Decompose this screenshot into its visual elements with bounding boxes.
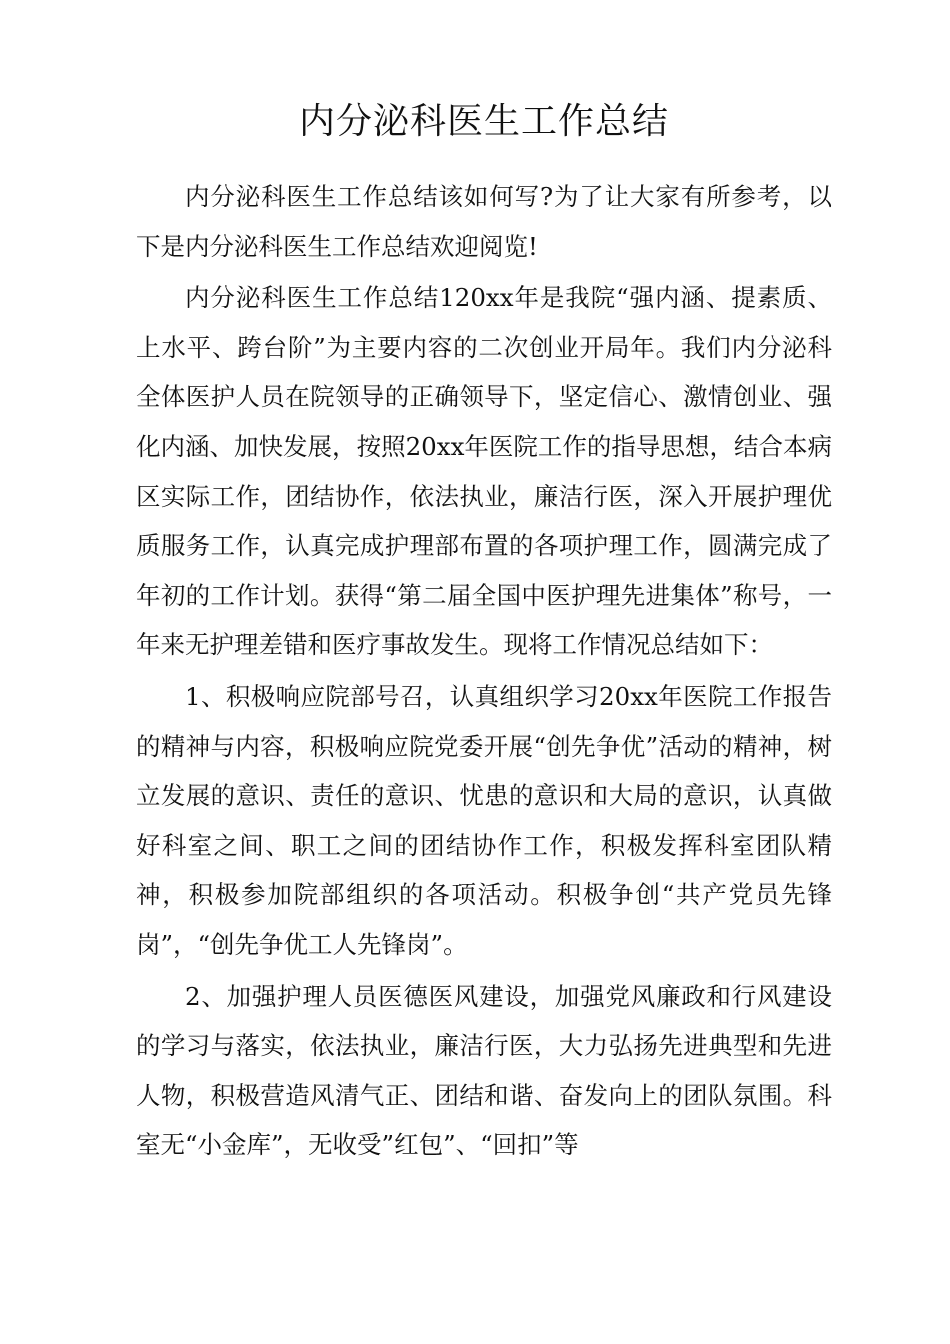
intro-paragraph: 内分泌科医生工作总结该如何写?为了让大家有所参考，以下是内分泌科医生工作总结欢迎阅览! (136, 182, 832, 261)
overview-paragraph: 内分泌科医生工作总结120xx年是我院“强内涵、提素质、上水平、跨台阶”为主要内容的二次创业开局年。我们内分泌科全体医护人员在院领导的正确领导下，坚定信心、激情创业、强化内涵、加快发展，按照20xx年医院工作的指导思想，结合本病区实际工作，团结协作，依法执业，廉洁行医，深入开展护理优质服务工作，认真完成护理部布置的各项护理工作，圆满完成了年初的工作计划。获得“第二届全国中医护理先进集体”称号，一年来无护理差错和医疗事故发生。现将工作情况总结如下： (136, 283, 832, 660)
item-2-paragraph: 2、加强护理人员医德医风建设，加强党风廉政和行风建设的学习与落实，依法执业，廉洁行医，大力弘扬先进典型和先进人物，积极营造风清气正、团结和谐、奋发向上的团队氛围。科室无“小金库”，无收受”红包”、“回扣”等 (136, 981, 832, 1160)
document-title: 内分泌科医生工作总结 (298, 101, 669, 142)
item-1-paragraph: 1、积极响应院部号召，认真组织学习20xx年医院工作报告的精神与内容，积极响应院党委开展“创先争优”活动的精神，树立发展的意识、责任的意识、忧患的意识和大局的意识，认真做好科室之间、职工之间的团结协作工作，积极发挥科室团队精神，积极参加院部组织的各项活动。积极争创“共产党员先锋岗”，“创先争优工人先锋岗”。 (136, 681, 832, 959)
